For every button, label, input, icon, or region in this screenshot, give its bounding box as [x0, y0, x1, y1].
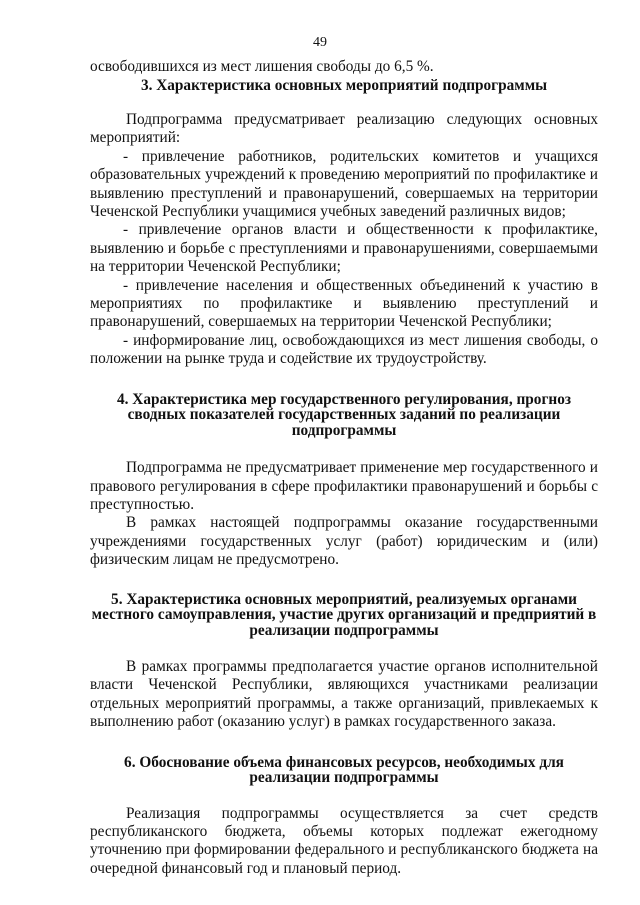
section-4-heading: 4. Характеристика мер государственного регулирования, прогноз сводных показателей государственных заданий по реализации подпрограммы	[116, 390, 571, 439]
section-3-item: - привлечение работников, родительских комитетов и учащихся образовательных учреждений к проведению мероприятий по профилактике и выявлению преступлений и правонарушений, совершаемых на территории Чеченской Республики учащимися учебных заведений различных видов;	[90, 147, 598, 220]
section-5-heading: 5. Характеристика основных мероприятий, реализуемых органами местного самоуправления, участие других организаций и предприятий в реализации подпрограммы	[91, 590, 597, 639]
intro-line: освободившихся из мест лишения свободы до 6,5 %.	[90, 58, 434, 75]
section-3-item: - привлечение органов власти и общественности к профилактике, выявлению и борьбе с преступлениями и правонарушениями, совершаемыми на территории Чеченской Республики;	[90, 221, 598, 276]
section-6-paragraph: Реализация подпрограммы осуществляется за счет средств республиканского бюджета, объемы которых подлежат ежегодному уточнению при формировании федерального и республиканского бюджета на очередной финансовый год и плановый период.	[90, 804, 598, 877]
section-6-heading: 6. Обоснование объема финансовых ресурсов, необходимых для реализации подпрограммы	[124, 753, 564, 787]
section-4-paragraph: Подпрограмма не предусматривает применение мер государственного и правового регулирования в сфере профилактики правонарушений и борьбы с преступностью.	[90, 459, 598, 513]
page-content	[90, 58, 598, 878]
section-3-item: - привлечение населения и общественных объединений к участию в мероприятиях по профилактике и выявлению преступлений и правонарушений, совершаемых на территории Чеченской Республики;	[90, 276, 598, 331]
section-3-heading: 3. Характеристика основных мероприятий подпрограммы	[140, 77, 548, 95]
section-5-paragraph: В рамках программы предполагается участие органов исполнительной власти Чеченской Республики, являющихся участниками реализации отдельных мероприятий программы, а также организаций, привлекаемых к выполнению работ (оказанию услуг) в рамках государственного заказа.	[90, 658, 598, 731]
section-4-paragraph: В рамках настоящей подпрограммы оказание государственными учреждениями государственных услуг (работ) юридическим и (или) физическим лицам не предусмотрено.	[90, 514, 598, 569]
page-number: 49	[313, 35, 327, 50]
section-3-intro: Подпрограмма предусматривает реализацию следующих основных мероприятий:	[90, 110, 598, 147]
section-3-item: - информирование лиц, освобождающихся из мест лишения свободы, о положении на рынке труда и содействие их трудоустройству.	[90, 331, 598, 368]
